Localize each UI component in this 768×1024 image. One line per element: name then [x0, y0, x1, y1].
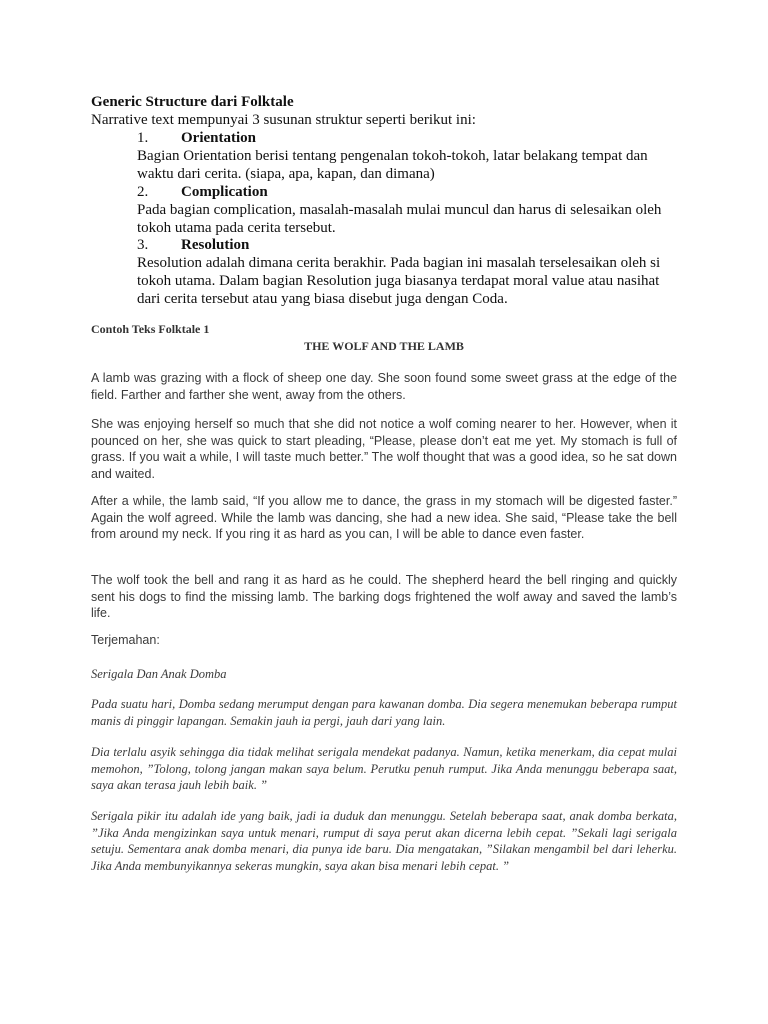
story-title: THE WOLF AND THE LAMB	[304, 339, 464, 353]
story-paragraph-en: She was enjoying herself so much that she did not notice a wolf coming nearer to her. However, when it pounced on her, she was quick to start pleading, “Please, please don’t eat me yet. My stomach is full of grass. If you wait a while, I will taste much better.” The wolf thought that was a good idea, so he sat down and waited.	[91, 417, 677, 481]
structure-item-resolution	[137, 236, 249, 254]
structure-description-resolution: Resolution adalah dimana cerita berakhir. Pada bagian ini masalah terselesaikan oleh si tokoh utama. Dalam bagian Resolution juga biasanya terdapat moral value atau nasihat dari cerita tersebut atau yang biasa disebut juga dengan Coda.	[137, 255, 661, 307]
structure-item-orientation	[137, 129, 256, 147]
story-paragraph-en: A lamb was grazing with a flock of sheep one day. She soon found some sweet grass at the edge of the field. Farther and farther she went, away from the others.	[91, 371, 677, 402]
translation-title: Serigala Dan Anak Domba	[91, 667, 227, 681]
structure-title: Complication	[181, 184, 268, 200]
story-paragraph-id: Pada suatu hari, Domba sedang merumput dengan para kawanan domba. Dia segera menemukan beberapa rumput manis di pinggir lapangan. Semakin jauh ia pergi, jauh dari yang lain.	[91, 697, 677, 728]
story-paragraph-en: The wolf took the bell and rang it as hard as he could. The shepherd heard the bell ringing and quickly sent his dogs to find the missing lamb. The barking dogs frightened the wolf away and saved the lamb’s life.	[91, 573, 677, 620]
structure-number: 3.	[137, 237, 149, 253]
structure-item-complication	[137, 183, 268, 201]
structure-description-orientation: Bagian Orientation berisi tentang pengenalan tokoh-tokoh, latar belakang tempat dan waktu dari cerita. (siapa, apa, kapan, dan dimana)	[137, 148, 648, 182]
intro-text: Narrative text mempunyai 3 susunan struktur seperti berikut ini:	[91, 112, 476, 128]
example-label: Contoh Teks Folktale 1	[91, 322, 210, 336]
structure-number: 2.	[137, 184, 149, 200]
story-paragraph-id: Dia terlalu asyik sehingga dia tidak melihat serigala mendekat padanya. Namun, ketika menerkam, dia cepat mulai memohon, ”Tolong, tolong jangan makan saya belum. Perutku penuh rumput. Jika Anda menunggu beberapa saat, saya akan terasa jauh lebih baik. ”	[91, 745, 677, 792]
structure-title: Resolution	[181, 237, 250, 253]
structure-number: 1.	[137, 130, 149, 146]
structure-title: Orientation	[181, 130, 256, 146]
translation-label: Terjemahan:	[91, 633, 160, 647]
story-paragraph-id: Serigala pikir itu adalah ide yang baik, jadi ia duduk dan menunggu. Setelah beberapa saat, anak domba berkata, ”Jika Anda mengizinkan saya untuk menari, rumput di saya perut akan dicerna lebih cepat. ”Sekali lagi serigala setuju. Sementara anak domba menari, dia punya ide baru. Dia mengatakan, ”Silakan mengambil bel dari leherku. Jika Anda membunyikannya sekeras mungkin, saya akan bisa menari lebih cepat. ”	[91, 809, 677, 873]
section-heading: Generic Structure dari Folktale	[91, 94, 294, 110]
structure-description-complication: Pada bagian complication, masalah-masalah mulai muncul dan harus di selesaikan oleh tokoh utama pada cerita tersebut.	[137, 202, 662, 236]
story-paragraph-en: After a while, the lamb said, “If you allow me to dance, the grass in my stomach will be digested faster.” Again the wolf agreed. While the lamb was dancing, she had a new idea. She said, “Please take the bell from around my neck. If you ring it as hard as you can, I will be able to dance even faster.	[91, 494, 677, 541]
